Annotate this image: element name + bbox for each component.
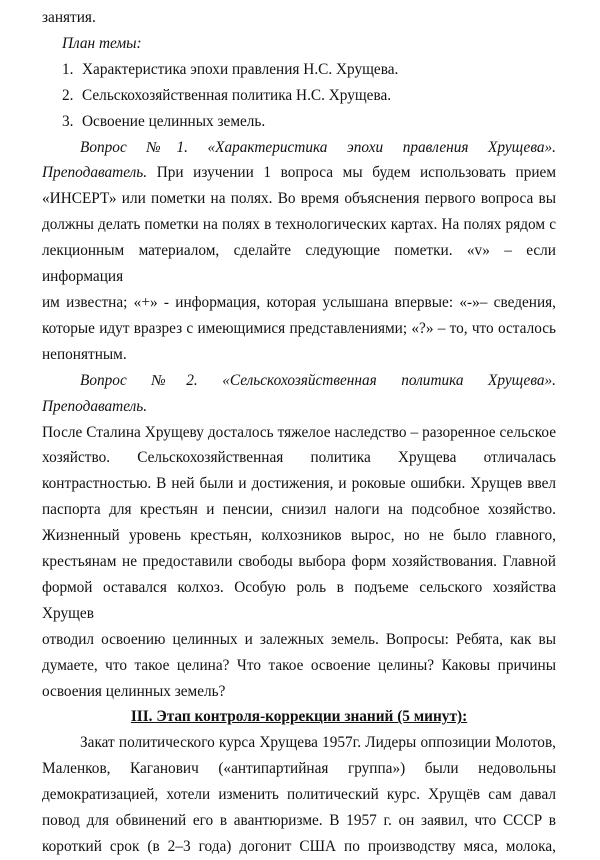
text-line: «ИНСЕРТ» или пометки на полях. Во время объяснения первого вопроса вы — [42, 190, 556, 208]
list-number: 1. — [62, 60, 74, 78]
text-line: контрастностью. В ней были и достижения, и роковые ошибки. Хрущев ввел — [42, 475, 556, 493]
list-number: 2. — [62, 86, 74, 104]
text-line: Маленков, Каганович («антипартийная группа») были недовольны — [42, 760, 556, 778]
plan-list — [42, 57, 556, 135]
question-1-section — [42, 135, 556, 368]
text-line: освоения целинных земель? — [42, 682, 226, 700]
list-text: Освоение целинных земель. — [82, 112, 266, 130]
text-line: После Сталина Хрущеву досталось тяжелое наследство – разоренное сельское — [42, 423, 556, 441]
text-line: непонятным. — [42, 345, 127, 363]
text-line: лекционным материалом, сделайте следующие пометки. «v» – если информация — [42, 242, 556, 286]
text-line: Закат политического курса Хрущева 1957г. Лидеры оппозиции Молотов, — [80, 734, 556, 752]
text-line: которые идут вразрез с имеющимися представлениями; «?» – то, что осталось — [42, 319, 556, 337]
question-1-heading: Вопрос №1. «Характеристика эпохи правления Хрущева». — [80, 138, 556, 156]
list-item — [42, 57, 556, 83]
text-line: повод для обвинений его в авантюризме. В 1957 г. он заявил, что СССР в — [42, 812, 556, 830]
text-line: Жизненный уровень крестьян, колхозников вырос, но не было главного, — [42, 527, 556, 545]
text-line: формой оставался колхоз. Особую роль в подъеме сельского хозяйства Хрущев — [42, 578, 556, 622]
text-line: демократизацией, хотели изменить политический курс. Хрущёв сам давал — [42, 786, 556, 804]
text-line: Преподаватель. При изучении 1 вопроса мы будем использовать прием — [42, 164, 556, 182]
stage-3-heading: III. Этап контроля-коррекции знаний (5 минут): — [130, 708, 468, 726]
text-line: думаете, что такое целина? Что такое освоение целины? Каковы причины — [42, 656, 556, 674]
list-number: 3. — [62, 112, 74, 130]
teacher-label: Преподаватель. — [42, 164, 148, 182]
list-text: Сельскохозяйственная политика Н.С. Хрущева. — [82, 86, 392, 104]
stage-3-section — [42, 704, 556, 859]
list-text: Характеристика эпохи правления Н.С. Хрущева. — [82, 60, 399, 78]
text-line: крестьянам не предоставили свободы выбора форм хозяйствования. Главной — [42, 553, 556, 571]
question-2-heading: Вопрос №2. «Сельскохозяйственная политика Хрущева». Преподаватель. — [42, 371, 556, 415]
text-line: паспорта для крестьян и пенсии, снизил налоги на подсобное хозяйство. — [42, 501, 556, 519]
text-line: короткий срок (в 2–3 года) догонит США по производству мяса, молока, — [42, 838, 556, 855]
text-line: отводил освоению целинных и залежных земель. Вопросы: Ребята, как вы — [42, 630, 556, 648]
text-line: должны делать пометки на полях в технологических картах. На полях рядом с — [42, 216, 556, 234]
continuation-line: занятия. — [42, 9, 96, 26]
list-item — [42, 109, 556, 135]
text-line: хозяйство. Сельскохозяйственная политика Хрущева отличалась — [42, 449, 556, 467]
question-2-section — [42, 368, 556, 705]
text-line: им известна; «+» - информация, которая услышана впервые: «-»– сведения, — [42, 293, 556, 311]
plan-title: План темы: — [62, 34, 142, 52]
list-item — [42, 83, 556, 109]
